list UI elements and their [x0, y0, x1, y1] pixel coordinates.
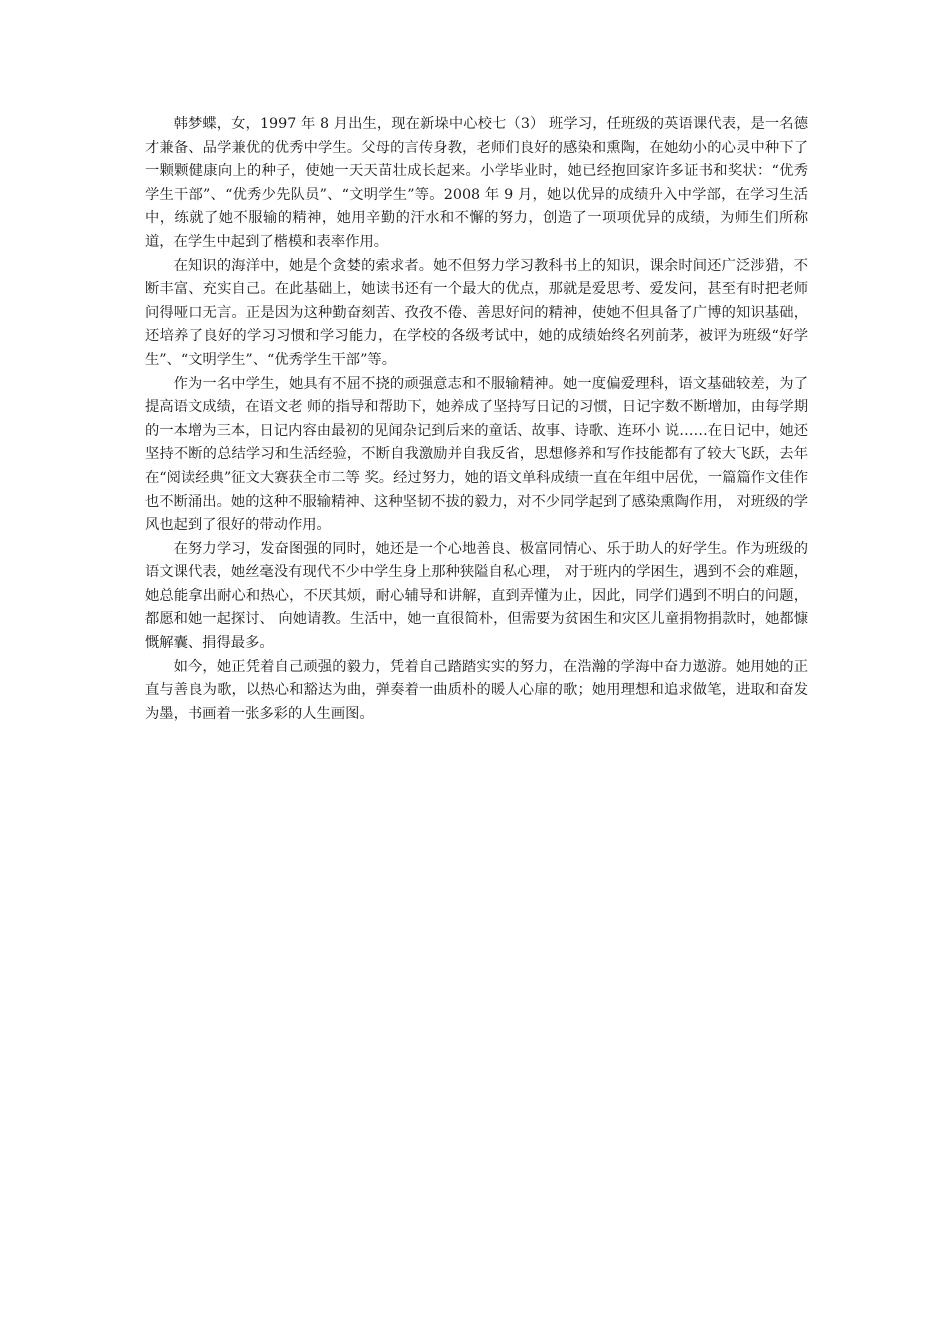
document-body — [145, 113, 808, 726]
paragraph-2: 在知识的海洋中，她是个贪婪的索求者。她不但努力学习教科书上的知识，课余时间还广泛涉猎，不断丰富、充实自己。在此基础上，她读书还有一个最大的优点，那就是爱思考、爱发问，甚至有时把老师问得哑口无言。正是因为这种勤奋刻苦、孜孜不倦、善思好问的精神，使她不但具备了广博的知识基础，还培养了良好的学习习惯和学习能力，在学校的各级考试中，她的成绩始终名列前茅，被评为班级“好学生”、“文明学生”、“优秀学生干部”等。 — [145, 257, 808, 368]
paragraph-3: 作为一名中学生，她具有不屈不挠的顽强意志和不服输精神。她一度偏爱理科，语文基础较差，为了提高语文成绩，在语文老 师的指导和帮助下，她养成了坚持写日记的习惯，日记字数不断增加，由每学期的一本增为三本，日记内容由最初的见闻杂记到后来的童话、故事、诗歌、连环小 说……在日记中，她还坚持不断的总结学习和生活经验，不断自我激励并自我反省，思想修养和写作技能都有了较大飞跃，去年在“阅读经典”征文大赛获全市二等 奖。经过努力，她的语文单科成绩一直在年组中居优，一篇篇作文佳作也不断涌出。她的这种不服输精神、这种坚韧不拔的毅力，对不少同学起到了感染熏陶作用， 对班级的学风也起到了很好的带动作用。 — [145, 375, 808, 534]
paragraph-4: 在努力学习，发奋图强的同时，她还是一个心地善良、极富同情心、乐于助人的好学生。作为班级的语文课代表，她丝毫没有现代不少中学生身上那种狭隘自私心理， 对于班内的学困生，遇到不会的难题，她总能拿出耐心和热心，不厌其烦，耐心辅导和讲解，直到弄懂为止，因此，同学们遇到不明白的问题，都愿和她一起探讨、 向她请教。生活中，她一直很简朴，但需要为贫困生和灾区儿童捐物捐款时，她都慷慨解囊、捐得最多。 — [145, 540, 808, 652]
paragraph-1: 韩梦蝶，女，1997 年 8 月出生，现在新垛中心校七（3） 班学习，任班级的英语课代表，是一名德才兼备、品学兼优的优秀中学生。父母的言传身教，老师们良好的感染和熏陶，在她幼小的心灵中种下了一颗颗健康向上的种子，使她一天天苗壮成长起来。小学毕业时，她已经抱回家许多证书和奖状：“优秀学生干部”、“优秀少先队员”、“文明学生”等。2008 年 9 月，她以优异的成绩升入中学部，在学习生活中，练就了她不服输的精神，她用辛勤的汗水和不懈的努力，创造了一项项优异的成绩，为师生们所称道，在学生中起到了楷模和表率作用。 — [145, 116, 808, 250]
paragraph-5: 如今，她正凭着自己顽强的毅力，凭着自己踏踏实实的努力，在浩瀚的学海中奋力遨游。她用她的正直与善良为歌，以热心和豁达为曲，弹奏着一曲质朴的暖人心扉的歌；她用理想和追求做笔，进取和奋发为墨，书画着一张多彩的人生画图。 — [145, 658, 808, 722]
